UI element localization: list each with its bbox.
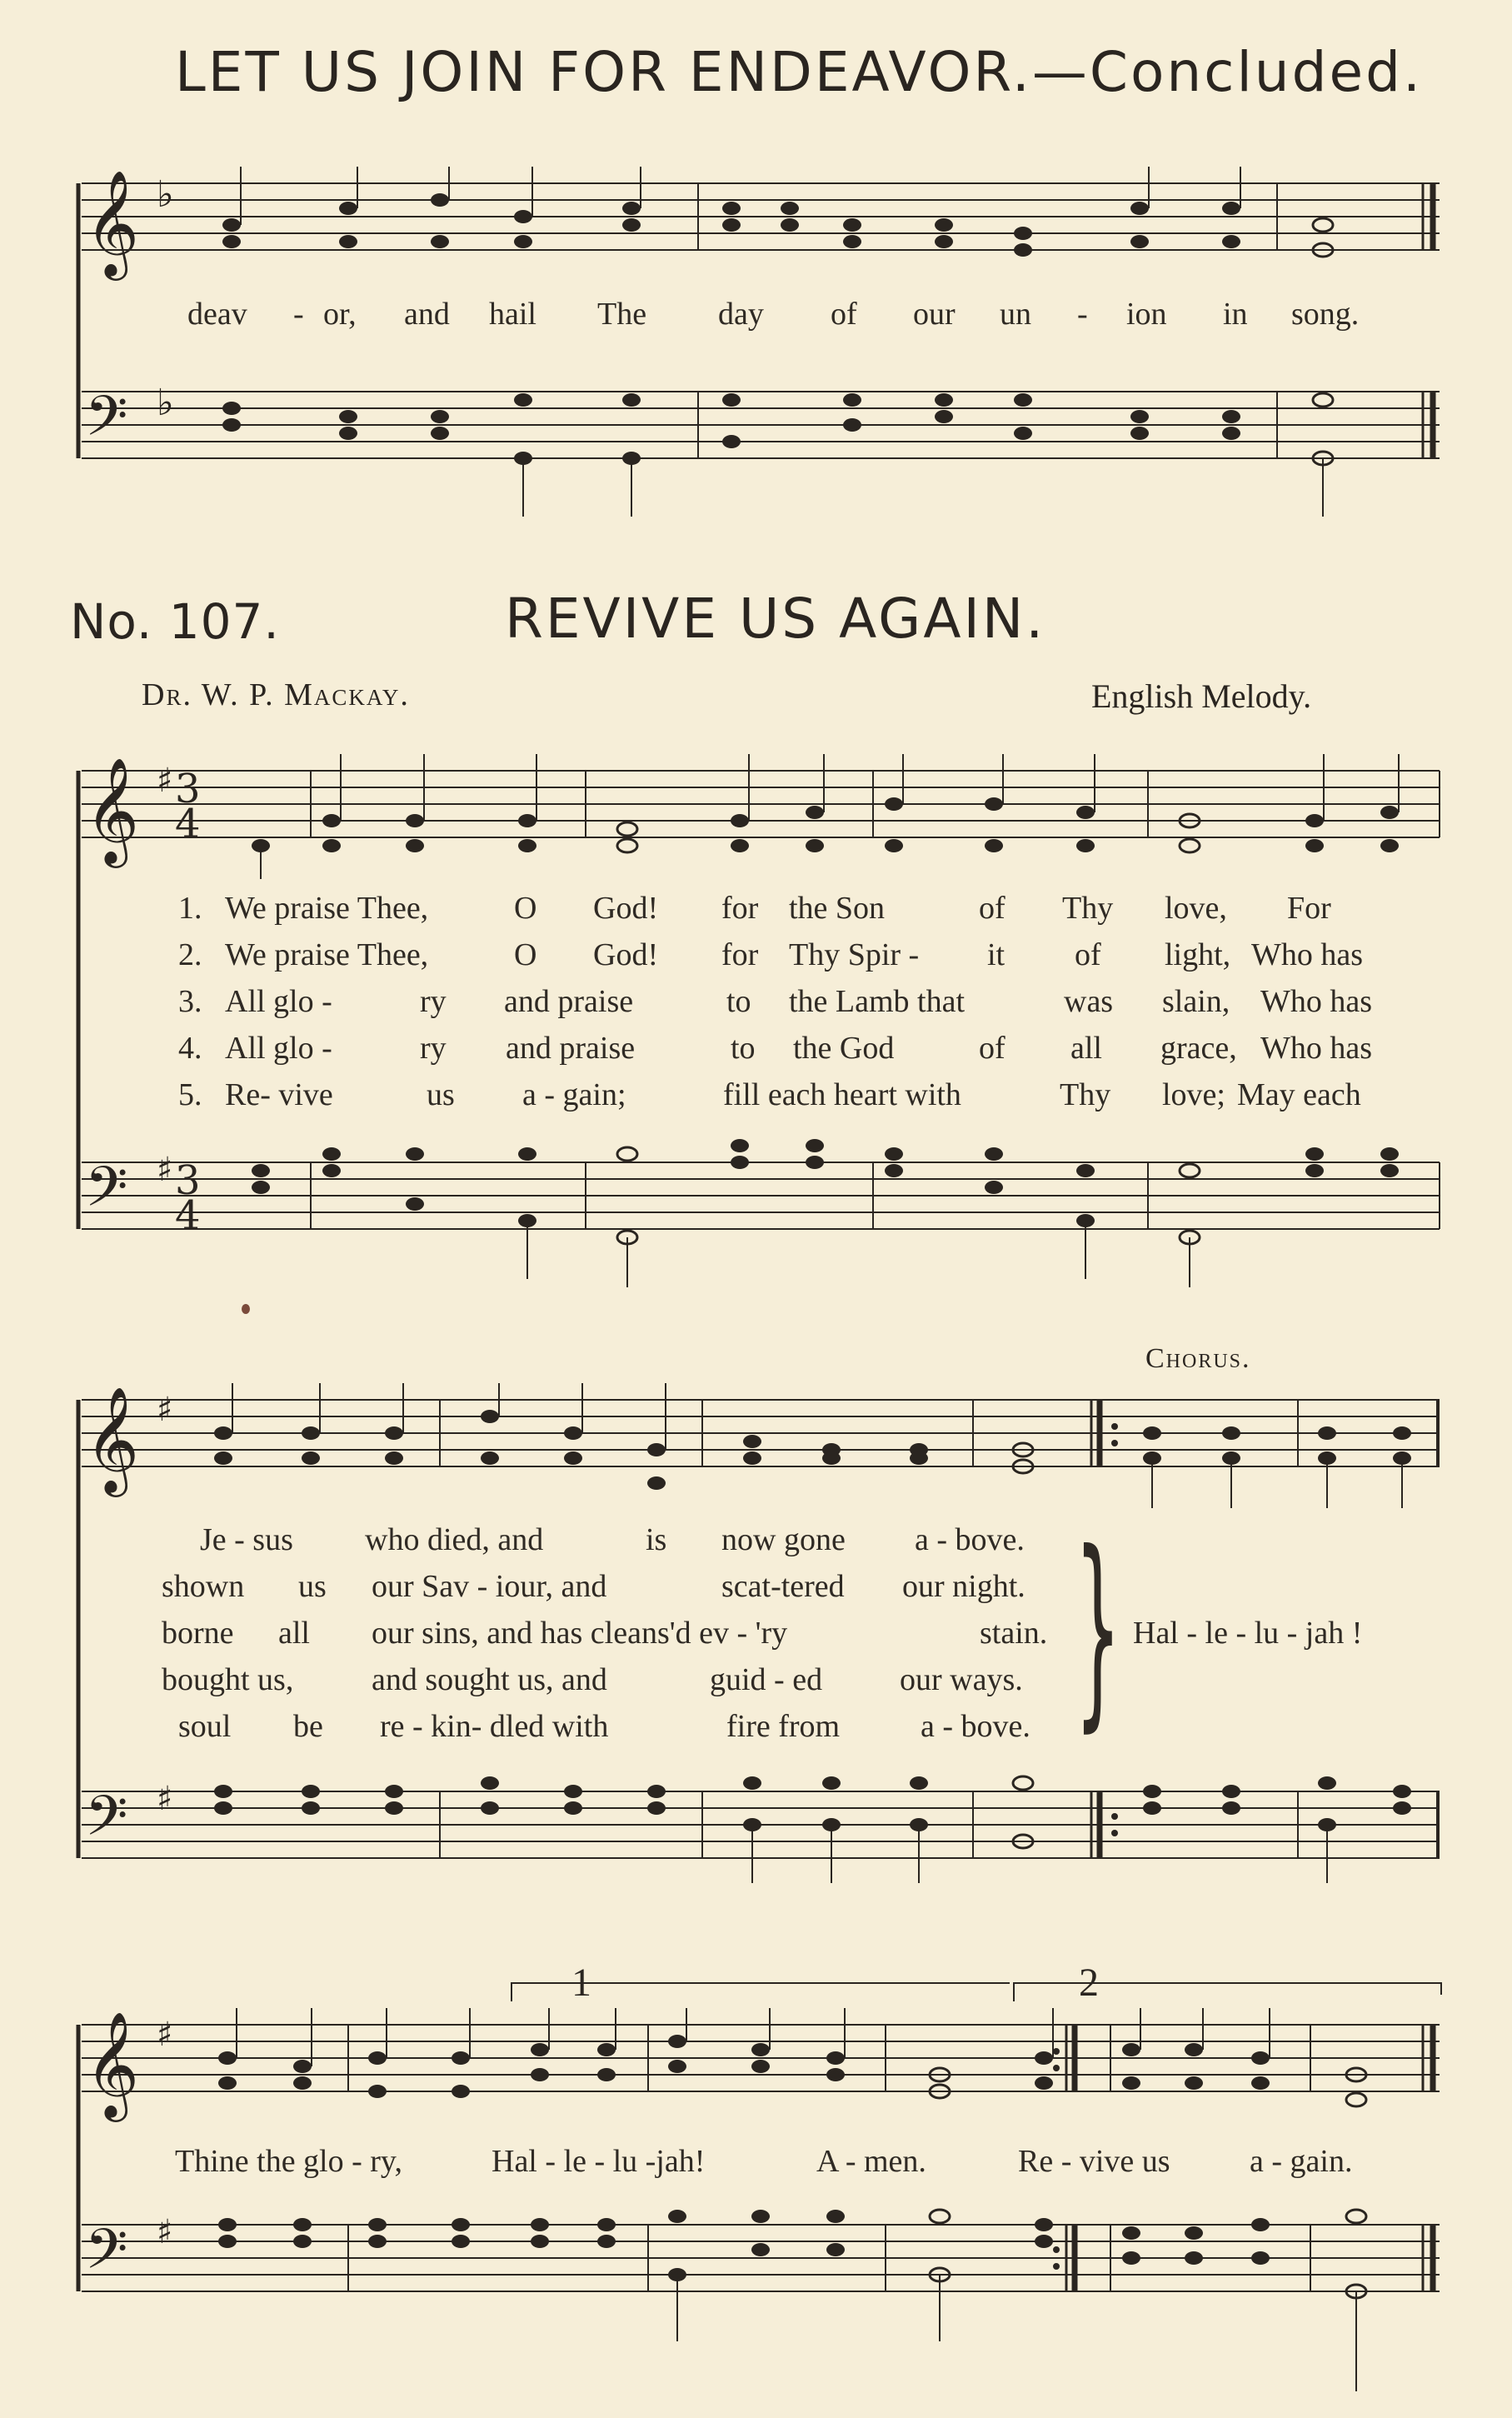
lyric-word: Hal - le - lu -jah! xyxy=(492,2144,706,2179)
lyric-word: Re- vive xyxy=(225,1077,333,1112)
lyric-word: or, xyxy=(323,297,357,332)
svg-text:𝄢: 𝄢 xyxy=(85,1784,128,1861)
lyric-word: borne xyxy=(162,1616,234,1651)
author: Dr. W. P. Mackay. xyxy=(142,677,410,712)
lyric-word: Thy xyxy=(1060,1077,1111,1112)
lyric-word: 3. xyxy=(178,984,202,1019)
lyric-word: Thine the glo - ry, xyxy=(175,2144,402,2179)
lyric-word: All glo - xyxy=(225,984,332,1019)
chorus-text: Hal - le - lu - jah ! xyxy=(1133,1616,1363,1651)
svg-text:𝄢: 𝄢 xyxy=(85,1155,128,1232)
svg-text:♯: ♯ xyxy=(157,762,173,800)
lyric-word: all xyxy=(278,1616,310,1651)
hymn-title: REVIVE US AGAIN. xyxy=(505,587,1046,651)
lyric-word: For xyxy=(1287,891,1331,926)
lyric-word: O xyxy=(514,937,537,972)
lyric-word: - xyxy=(1077,297,1088,332)
lyric-word: to xyxy=(731,1031,756,1066)
lyric-word: Who has xyxy=(1260,984,1373,1019)
lyric-word: and praise xyxy=(504,984,634,1019)
svg-text:4: 4 xyxy=(175,1192,201,1239)
lyric-word: We praise Thee, xyxy=(225,937,429,972)
lyric-word: of xyxy=(831,297,857,332)
svg-text:𝄞: 𝄞 xyxy=(85,1386,140,1492)
svg-text:𝄞: 𝄞 xyxy=(85,757,140,863)
lyric-word: of xyxy=(979,891,1006,926)
lyric-word: Thy Spir - xyxy=(789,937,920,972)
lyric-word: A - men. xyxy=(816,2144,926,2179)
lyric-word: for xyxy=(721,891,759,926)
lyric-word: grace, xyxy=(1160,1031,1237,1066)
lyric-word: the Lamb that xyxy=(789,984,966,1019)
lyric-word: ry xyxy=(420,984,447,1019)
svg-text:♯: ♯ xyxy=(157,1780,173,1818)
lyric-word: it xyxy=(987,937,1006,972)
staff-notation xyxy=(73,2008,1448,2400)
lyric-word: who died, and xyxy=(365,1522,544,1557)
svg-text:♭: ♭ xyxy=(157,382,174,424)
lyric-word: love; xyxy=(1162,1077,1225,1112)
lyric-word: 4. xyxy=(178,1031,202,1066)
svg-text:𝄞: 𝄞 xyxy=(85,2011,140,2117)
svg-text:♯: ♯ xyxy=(157,1151,173,1189)
lyric-word: Re - vive us xyxy=(1018,2144,1170,2179)
verse-line-5 xyxy=(0,1077,1512,1122)
lyric-word: fill each heart with xyxy=(723,1077,961,1112)
chorus-label: Chorus. xyxy=(1145,1343,1251,1374)
lyric-word: guid - ed xyxy=(710,1662,823,1697)
lyric-word: slain, xyxy=(1162,984,1230,1019)
verse-line-1 xyxy=(0,890,1512,936)
lyric-word: our ways. xyxy=(900,1662,1023,1697)
lyric-word: a - bove. xyxy=(921,1709,1030,1744)
lyric-word: bought us, xyxy=(162,1662,294,1697)
svg-text:3: 3 xyxy=(175,766,201,812)
lyric-word: The xyxy=(597,297,647,332)
lyric-word: re - kin- dled with xyxy=(380,1709,609,1744)
lyric-word: stain. xyxy=(980,1616,1048,1651)
lyric-word: God! xyxy=(593,891,659,926)
svg-text:𝄞: 𝄞 xyxy=(85,169,140,276)
lyric-word: love, xyxy=(1165,891,1227,926)
lyric-word: scat-tered xyxy=(721,1569,845,1604)
lyric-word: our xyxy=(913,297,956,332)
verse-line-3 xyxy=(0,983,1512,1029)
lyric-word: deav xyxy=(187,297,247,332)
lyric-word: light, xyxy=(1165,937,1231,972)
lyric-word: was xyxy=(1064,984,1114,1019)
lyric-word: 2. xyxy=(178,937,202,972)
lyric-word: our night. xyxy=(902,1569,1025,1604)
lyric-word: soul xyxy=(178,1709,232,1744)
volta-lines xyxy=(510,1978,1443,2003)
lyric-word: a - bove. xyxy=(915,1522,1025,1557)
svg-text:♯: ♯ xyxy=(157,1391,173,1429)
lyric-word: and sought us, and xyxy=(372,1662,607,1697)
first-ending-mark: 1 xyxy=(571,1961,591,2005)
verse-line-2 xyxy=(0,937,1512,982)
lyric-word: song. xyxy=(1291,297,1360,332)
verse-line-4 xyxy=(0,1030,1512,1076)
lyric-word: - xyxy=(293,297,304,332)
lyric-word: of xyxy=(979,1031,1006,1066)
svg-text:𝄢: 𝄢 xyxy=(85,2217,128,2295)
verse-line-4-end xyxy=(0,1661,1512,1707)
lyric-word: 5. xyxy=(178,1077,202,1112)
lyric-word: us xyxy=(427,1077,455,1112)
lyric-word: be xyxy=(293,1709,323,1744)
lyric-word: is xyxy=(646,1522,667,1557)
lyric-word: all xyxy=(1070,1031,1102,1066)
lyric-word: fire from xyxy=(726,1709,841,1744)
lyric-word: the God xyxy=(793,1031,895,1066)
lyric-word: our Sav - iour, and xyxy=(372,1569,607,1604)
lyric-word: now gone xyxy=(721,1522,846,1557)
lyric-word: us xyxy=(298,1569,327,1604)
lyric-word: May each xyxy=(1237,1077,1361,1112)
svg-text:𝄢: 𝄢 xyxy=(85,384,128,462)
page-title: LET US JOIN FOR ENDEAVOR.—Concluded. xyxy=(175,40,1423,104)
lyric-word: Who has xyxy=(1260,1031,1373,1066)
lyric-word: to xyxy=(726,984,751,1019)
lyric-word: shown xyxy=(162,1569,245,1604)
svg-text:♭: ♭ xyxy=(157,173,174,216)
ink-spot xyxy=(242,1304,250,1314)
lyric-word: Thy xyxy=(1062,891,1114,926)
svg-text:3: 3 xyxy=(175,1157,201,1204)
lyric-word: a - gain; xyxy=(522,1077,626,1112)
hymn-number: No. 107. xyxy=(70,593,280,650)
lyric-word: day xyxy=(718,297,764,332)
lyric-word: ion xyxy=(1126,297,1167,332)
composer: English Melody. xyxy=(1091,677,1312,715)
lyric-word: and xyxy=(404,297,450,332)
staff-notation xyxy=(73,167,1448,517)
verse-line-1-end xyxy=(0,1521,1512,1567)
svg-text:♯: ♯ xyxy=(157,2213,173,2251)
lyric-word: in xyxy=(1223,297,1248,332)
lyric-word: the Son xyxy=(789,891,886,926)
lyric-word: un xyxy=(1000,297,1031,332)
lyric-word: and praise xyxy=(506,1031,636,1066)
lyric-word: a - gain. xyxy=(1250,2144,1353,2179)
svg-text:4: 4 xyxy=(175,801,201,847)
lyric-word: Je - sus xyxy=(200,1522,293,1557)
lyric-word: O xyxy=(514,891,537,926)
lyric-word: 1. xyxy=(178,891,202,926)
verse-line-5-end xyxy=(0,1708,1512,1754)
lyric-word: We praise Thee, xyxy=(225,891,429,926)
lyric-word: of xyxy=(1075,937,1101,972)
system-concluded xyxy=(73,167,1448,517)
system-final xyxy=(73,2008,1448,2400)
lyric-word: All glo - xyxy=(225,1031,332,1066)
lyric-word: Who has xyxy=(1251,937,1364,972)
svg-text:♯: ♯ xyxy=(157,2016,173,2054)
lyric-word: hail xyxy=(489,297,536,332)
verse-brace: } xyxy=(1075,1507,1121,1750)
verse-line-2-end xyxy=(0,1568,1512,1614)
lyric-word: for xyxy=(721,937,759,972)
lyric-word: God! xyxy=(593,937,659,972)
lyric-word: ry xyxy=(420,1031,447,1066)
lyric-word: our sins, and has cleans'd ev - 'ry xyxy=(372,1616,788,1651)
second-ending-mark: 2 xyxy=(1079,1961,1099,2005)
volta-brackets xyxy=(510,1978,1443,1995)
